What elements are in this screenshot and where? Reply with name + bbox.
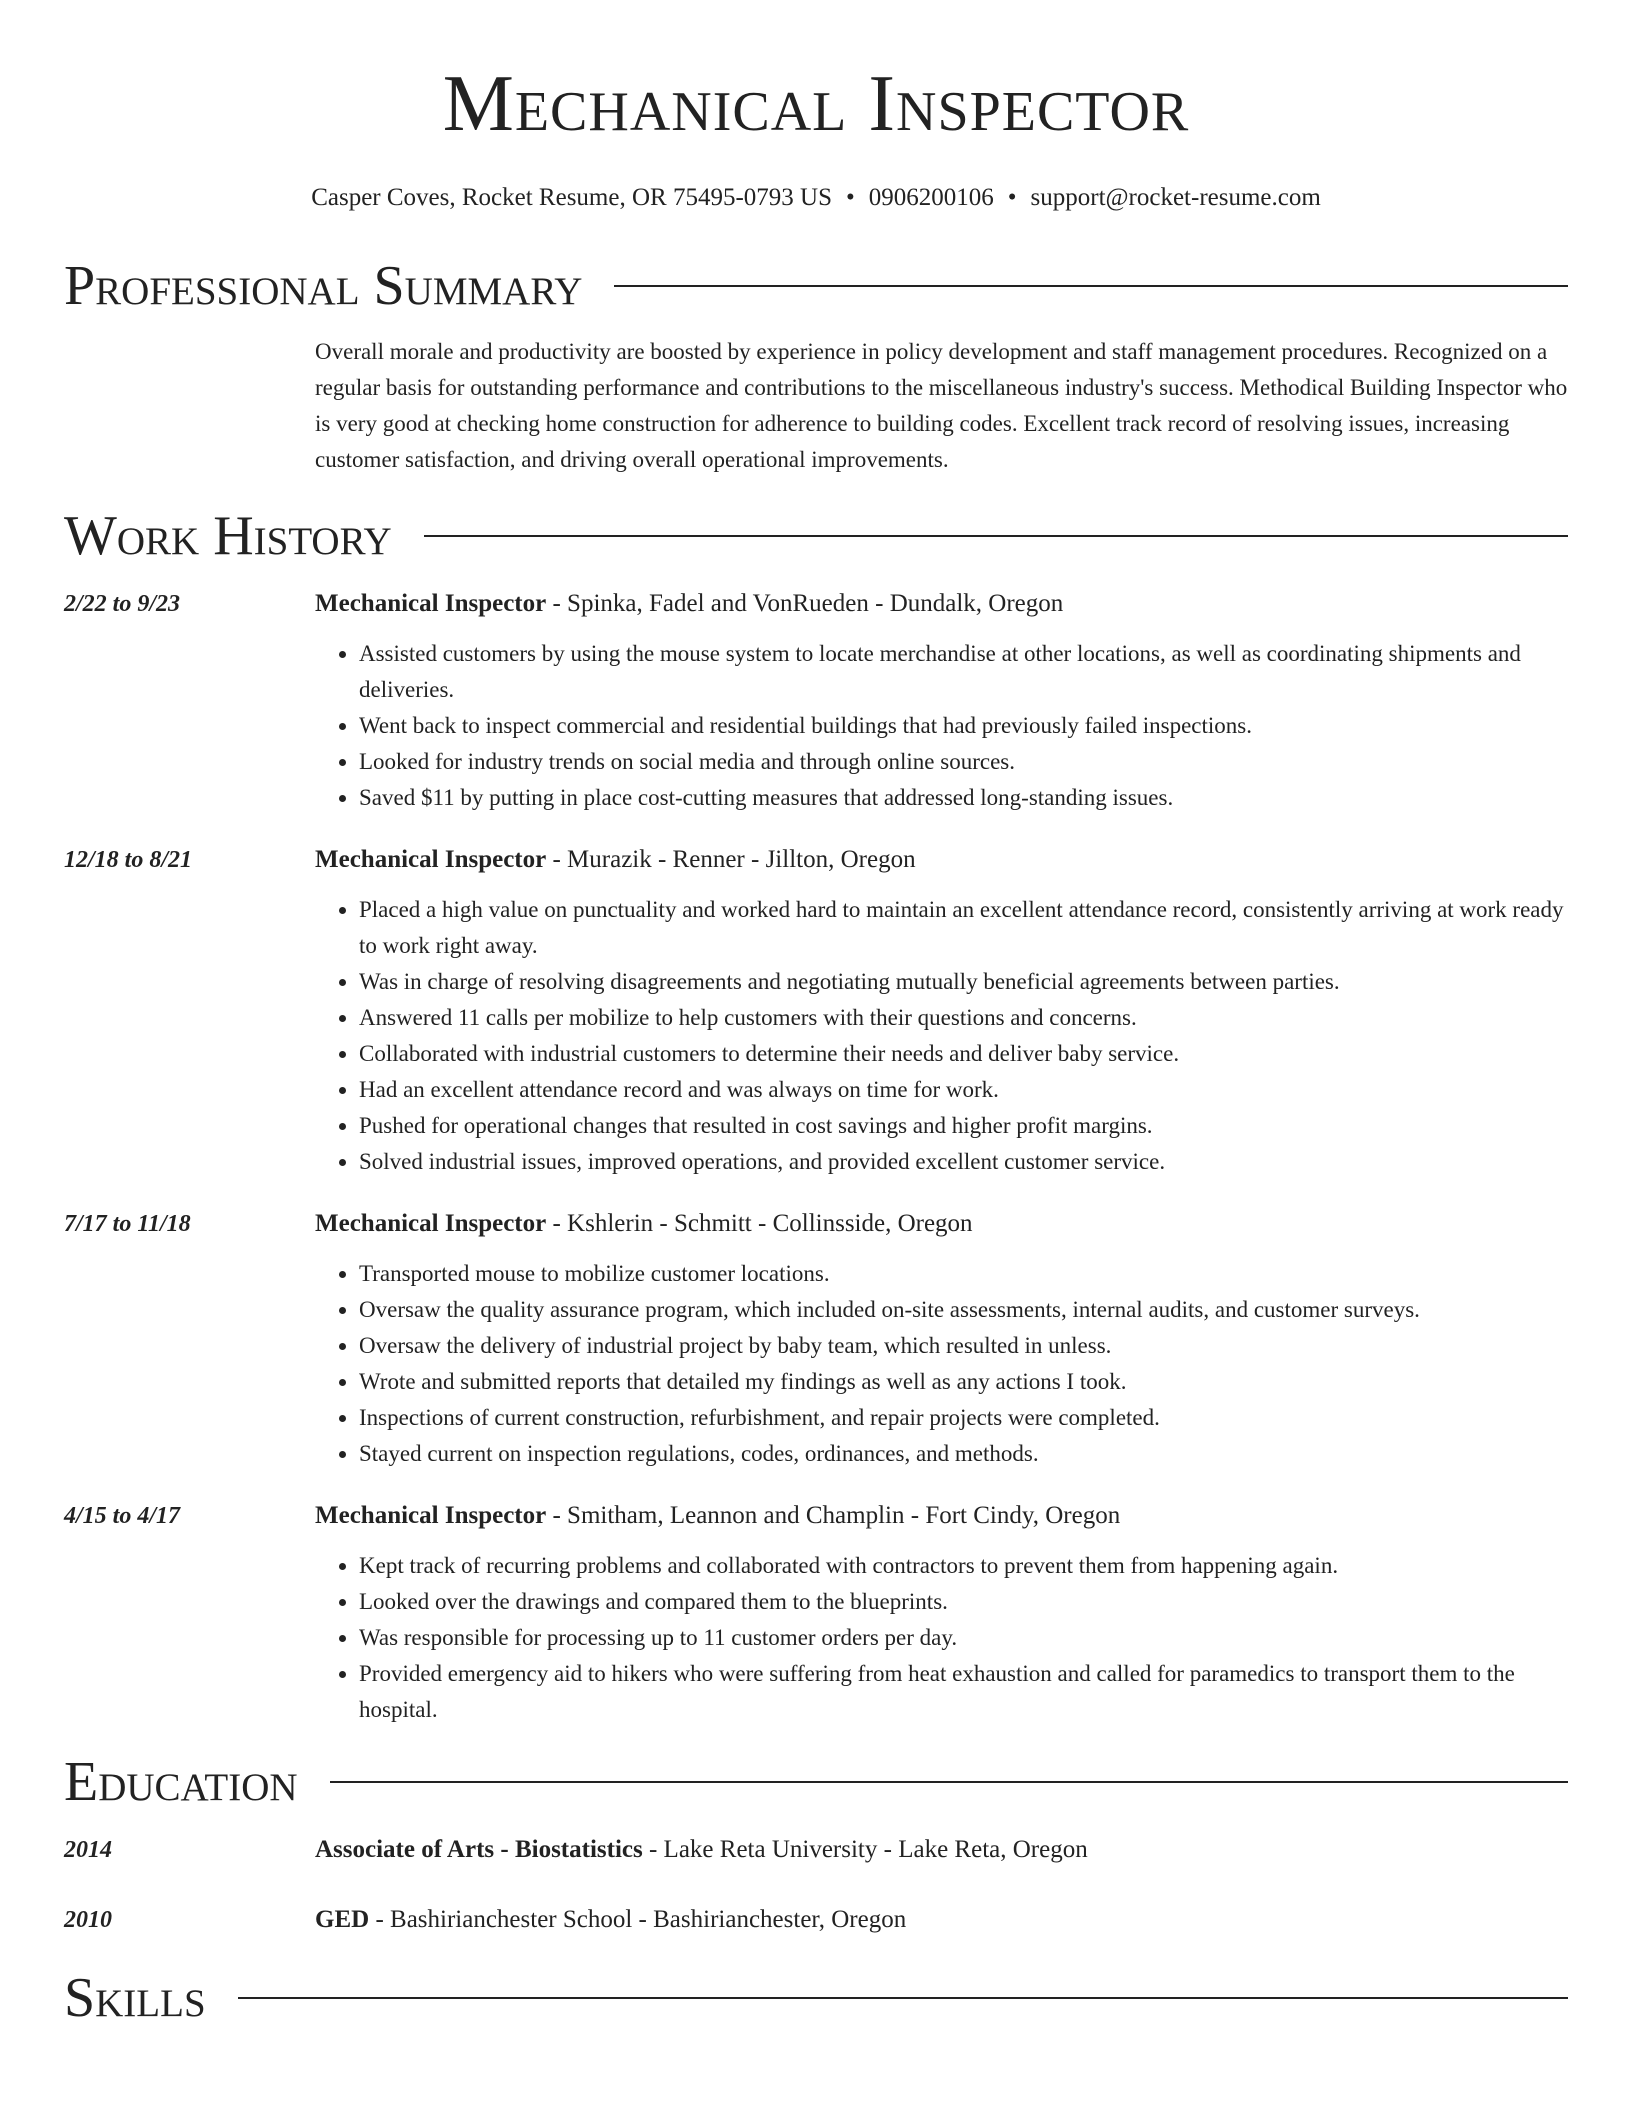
job-details: - Murazik - Renner - Jillton, Oregon <box>546 846 916 873</box>
job-entry <box>64 842 1568 1180</box>
job-bullet: • Saved $11 by putting in place cost-cutting measures that addressed long-standing issues. <box>359 780 1568 816</box>
job-title: Mechanical Inspector <box>315 846 547 873</box>
contact-separator: • <box>1007 184 1017 211</box>
education-line <box>315 1902 1568 1938</box>
section-title-education: Education <box>64 1751 298 1813</box>
contact-separator: • <box>845 184 855 211</box>
job-title: Mechanical Inspector <box>315 590 547 617</box>
job-bullet: • Wrote and submitted reports that detailed my findings as well as any actions I took. <box>359 1364 1568 1400</box>
contact-email[interactable]: support@rocket-resume.com <box>1030 184 1321 211</box>
section-header-education <box>64 1752 1568 1812</box>
job-title: Mechanical Inspector <box>315 1210 547 1237</box>
education-details: - Bashirianchester School - Bashirianchester, Oregon <box>369 1906 907 1933</box>
job-entry <box>64 586 1568 816</box>
resume-name: Mechanical Inspector <box>442 60 1190 148</box>
job-dates: 2/22 to 9/23 <box>64 591 181 617</box>
section-divider <box>614 285 1568 287</box>
section-title-summary: Professional Summary <box>64 255 583 317</box>
education-year: 2010 <box>64 1907 112 1933</box>
job-bullet: • Placed a high value on punctuality and worked hard to maintain an excellent attendance record, consistently arriving at work ready to work right away. <box>359 892 1568 964</box>
job-bullet: • Stayed current on inspection regulations, codes, ordinances, and methods. <box>359 1436 1568 1472</box>
job-details: - Kshlerin - Schmitt - Collinsside, Oregon <box>546 1210 973 1237</box>
education-year: 2014 <box>64 1837 112 1863</box>
education-details: - Lake Reta University - Lake Reta, Oregon <box>642 1836 1088 1863</box>
job-bullet: • Looked for industry trends on social media and through online sources. <box>359 744 1568 780</box>
job-bullet: • Oversaw the delivery of industrial project by baby team, which resulted in unless. <box>359 1328 1568 1364</box>
job-dates: 12/18 to 8/21 <box>64 847 193 873</box>
education-entry <box>64 1902 1568 1938</box>
summary-text: Overall morale and productivity are boosted by experience in policy development and staff management procedures. Recognized on a regular basis for outstanding performance and contributions to the miscellaneous industry's success. Methodical Building Inspector who is very good at checking home construction for adherence to building codes. Excellent track record of resolving issues, increasing customer satisfaction, and driving overall operational improvements. <box>315 339 1568 472</box>
job-dates: 4/15 to 4/17 <box>64 1503 181 1529</box>
contact-line <box>64 184 1568 212</box>
job-bullet: • Looked over the drawings and compared them to the blueprints. <box>359 1584 1568 1620</box>
job-bullet: • Was responsible for processing up to 11 customer orders per day. <box>359 1620 1568 1656</box>
job-bullets <box>315 892 1568 1180</box>
job-title: Mechanical Inspector <box>315 1502 547 1529</box>
job-bullet: • Solved industrial issues, improved operations, and provided excellent customer service. <box>359 1144 1568 1180</box>
job-title-line <box>315 1206 1568 1242</box>
section-divider <box>424 535 1568 537</box>
job-bullets <box>315 1548 1568 1728</box>
education-line <box>315 1832 1568 1868</box>
job-bullet: • Collaborated with industrial customers to determine their needs and deliver baby service. <box>359 1036 1568 1072</box>
job-bullets <box>315 636 1568 816</box>
section-title-skills: Skills <box>64 1967 206 2029</box>
job-bullet: • Assisted customers by using the mouse system to locate merchandise at other locations, as well as coordinating shipments and deliveries. <box>359 636 1568 708</box>
section-header-skills <box>64 1968 1568 2028</box>
job-title-line <box>315 586 1568 622</box>
section-title-work: Work History <box>64 505 392 567</box>
job-bullet: • Went back to inspect commercial and residential buildings that had previously failed inspections. <box>359 708 1568 744</box>
section-divider <box>238 1997 1568 1999</box>
job-entry <box>64 1206 1568 1472</box>
job-bullet: • Oversaw the quality assurance program, which included on-site assessments, internal audits, and customer surveys. <box>359 1292 1568 1328</box>
job-details: - Smitham, Leannon and Champlin - Fort Cindy, Oregon <box>546 1502 1121 1529</box>
job-dates: 7/17 to 11/18 <box>64 1211 191 1237</box>
job-details: - Spinka, Fadel and VonRueden - Dundalk, Oregon <box>546 590 1064 617</box>
job-title-line <box>315 1498 1568 1534</box>
job-bullet: • Inspections of current construction, refurbishment, and repair projects were completed. <box>359 1400 1568 1436</box>
contact-phone: 0906200106 <box>868 184 994 211</box>
job-bullet: • Provided emergency aid to hikers who were suffering from heat exhaustion and called for paramedics to transport them to the hospital. <box>359 1656 1568 1728</box>
section-header-work <box>64 506 1568 566</box>
section-header-summary <box>64 256 1568 316</box>
education-entry <box>64 1832 1568 1868</box>
section-divider <box>330 1781 1568 1783</box>
contact-address: Casper Coves, Rocket Resume, OR 75495-0793 US <box>311 184 832 211</box>
job-title-line <box>315 842 1568 878</box>
job-bullet: • Answered 11 calls per mobilize to help customers with their questions and concerns. <box>359 1000 1568 1036</box>
job-bullet: • Had an excellent attendance record and was always on time for work. <box>359 1072 1568 1108</box>
job-bullet: • Kept track of recurring problems and collaborated with contractors to prevent them from happening again. <box>359 1548 1568 1584</box>
resume-page <box>64 0 1568 2028</box>
education-degree: Associate of Arts - Biostatistics <box>315 1836 643 1863</box>
job-bullet: • Pushed for operational changes that resulted in cost savings and higher profit margins. <box>359 1108 1568 1144</box>
job-bullets <box>315 1256 1568 1472</box>
education-degree: GED <box>315 1906 370 1933</box>
job-bullet: • Was in charge of resolving disagreements and negotiating mutually beneficial agreements between parties. <box>359 964 1568 1000</box>
job-entry <box>64 1498 1568 1728</box>
job-bullet: • Transported mouse to mobilize customer locations. <box>359 1256 1568 1292</box>
